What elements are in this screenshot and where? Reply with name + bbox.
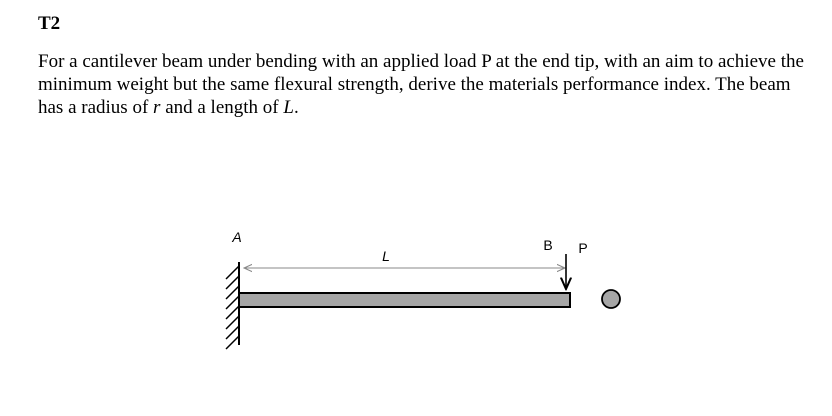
label-length: L (382, 248, 390, 264)
question-text-part3: . (293, 97, 299, 118)
question-text-part2: and a length of (160, 97, 284, 118)
label-free-end: B (543, 237, 553, 253)
question-text-part1: For a cantilever beam under bending with an applied load P at the end tip, with an aim to achieve the minimum weight but the same flexural strength, derive the materials performance index. The beam has a radius of (38, 51, 804, 118)
length-variable: L (283, 97, 294, 118)
beam (239, 293, 570, 307)
radius-variable: r (153, 97, 161, 118)
problem-heading: T2 (38, 13, 61, 34)
label-fixed-end: A (232, 229, 242, 245)
cross-section-circle (602, 290, 620, 308)
label-load: P (578, 240, 588, 256)
fixed-support-wall (226, 262, 239, 349)
